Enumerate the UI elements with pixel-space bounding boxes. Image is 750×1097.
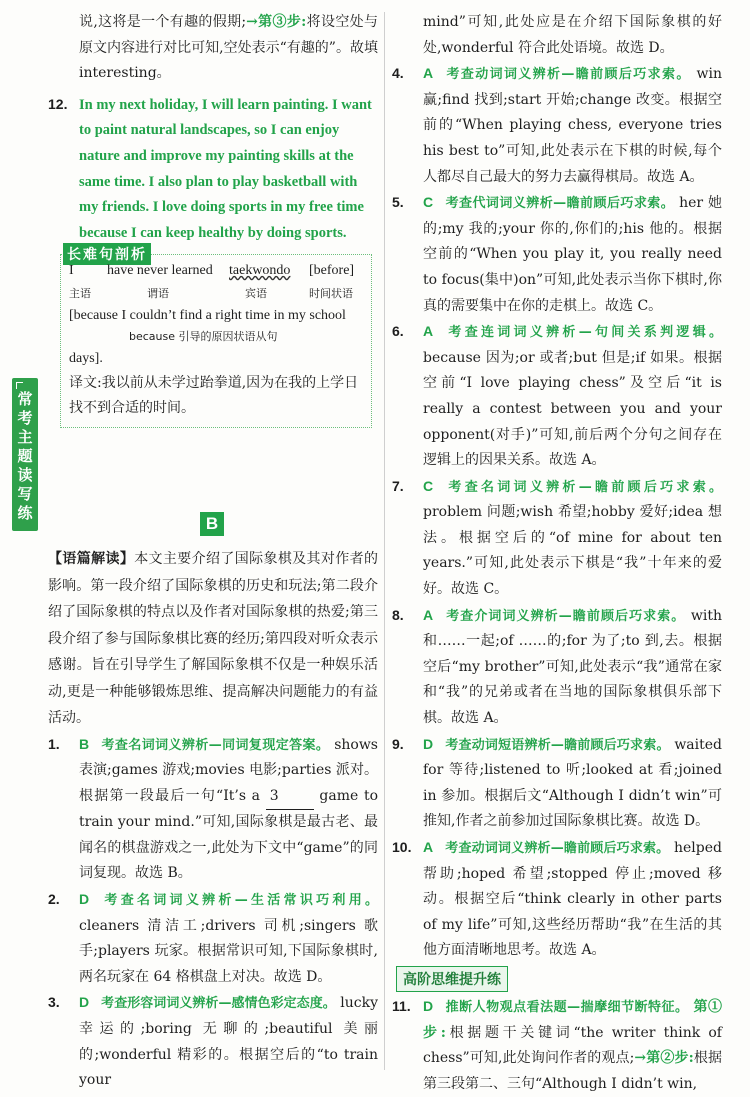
right-column <box>392 10 722 1097</box>
section-tag-advanced: 高阶思维提升练 <box>396 966 508 992</box>
side-tab-char: 考 <box>17 409 33 427</box>
question-10: 10. A 考查动词词义辨析—瞻前顾后巧求索。 helped 帮助;hoped 希望;stopped 停止;moved 移动。根据空后“think clearly in other parts of my life”可知,这些经历帮助“我”在生活的其他方面清晰地思考。故选 A。 <box>392 839 722 959</box>
q3-continuation: mind”可知,此处应是在介绍下国际象棋的好处,wonderful 符合此处语境。故选 D。 <box>423 14 722 56</box>
left-column-lower <box>48 546 378 1094</box>
side-tab-char: 主 <box>17 428 33 446</box>
side-tab <box>12 378 38 531</box>
sentence-parts: I have never learned taekwondo [before] <box>69 263 355 279</box>
question-8: 8. A 考查介词词义辨析—瞻前顾后巧求索。 with 和……一起;of ……的;for 为了;to 到,去。根据空后“my brother”可知,此处表示“我”通常在家和“我”的兄弟或者在当地的国际象棋俱乐部下棋。故选 A。 <box>392 606 722 727</box>
side-tab-char: 题 <box>17 447 33 465</box>
side-tab-char: 常 <box>17 390 33 408</box>
side-tab-char: 读 <box>17 466 33 484</box>
question-11: 11. D 推断人物观点看法题—揣摩细节断特征。 第①步:根据题干关键词“the writer think of chess”可知,此处询问作者的观点;→第②步:根据第三段第二、三句“Although I didn’t win, <box>392 997 722 1092</box>
question-2: 2. D 考查名词词义辨析—生活常识巧利用。 cleaners 清洁工;drivers 司机;singers 歌手;players 玩家。根据常识可知,下国际象棋时,两名玩家在 64 格棋盘上对决。故选 D。 <box>48 891 378 985</box>
question-1: 1. B 考查名词词义辨析—同词复现定答案。 shows 表演;games 游戏;movies 电影;parties 派对。根据第一段最后一句“It’s a 3 game to train your mind.”可知,国际象棋是最古老、最闻名的棋盘游戏之一,此处为下文中“game”的同词复现。故选 B。 <box>48 735 379 882</box>
question-6: 6. A 考查连词词义辨析—句间关系判逻辑。 because 因为;or 或者;but 但是;if 如果。根据空前“I love playing chess”及空后“it is really a contest between you and your opponent(对手)”可知,前后两个分句之间存在逻辑上的因果关系。故选 A。 <box>392 323 722 469</box>
clause: [because I couldn’t find a right time in my school <box>69 308 346 324</box>
clause-note: because 引导的原因状语从句 <box>129 330 278 344</box>
question-7: 7. C 考查名词词义辨析—瞻前顾后巧求索。 problem 问题;wish 希望;hobby 爱好;idea 想法。根据空后的“of mine for about ten years.”可知,此处表示下棋是“我”十年来的爱好。故选 C。 <box>392 477 722 598</box>
passage-summary: 【语篇解读】本文主要介绍了国际象棋及其对作者的影响。第一段介绍了国际象棋的历史和玩法;第二段介绍了国际象棋的特点以及作者对国际象棋的热爱;第三段介绍了参与国际象棋比赛的经历;第四段对听众表示感谢。旨在引导学生了解国际象棋不仅是一种娱乐活动,更是一种能够锻炼思维、提高解决问题能力的有益活动。 <box>48 551 379 726</box>
question-4: 4. A 考查动词词义辨析—瞻前顾后巧求索。 win 赢;find 找到;start 开始;change 改变。根据空前的“When playing chess, everyone tries his best to”可知,此处表示在下棋的时候,每个人都尽自己最大的努力去赢得棋局。故选 A。 <box>392 65 722 185</box>
clause-end: days]. <box>69 351 103 367</box>
left-column <box>48 10 378 428</box>
sentence-part-labels: 主语 谓语 宾语 时间状语 <box>69 287 353 301</box>
long-sentence-title: 长难句剖析 <box>63 243 151 265</box>
passage-b-badge: B <box>200 512 224 536</box>
intro-paragraph: 说,这将是一个有趣的假期;→第③步:将设空处与原文内容进行对比可知,空处表示“有趣的”。故填 interesting。 <box>79 14 378 82</box>
question-5: 5. C 考查代词词义辨析—瞻前顾后巧求索。 her 她的;my 我的;your 你的,你们的;his 他的。根据空前的“When you play it, you really need to focus(集中)on”可知,此处表示当你下棋时,你真的需要集中在你的走棋上。故选 C。 <box>392 194 722 314</box>
side-tab-char: 练 <box>17 504 33 522</box>
question-12: 12. In my next holiday, I will learn painting. I want to paint natural landscapes, so I can enjoy nature and improve my painting skills at the same time. I also plan to play basketball with my friends. I love doing sports in my free time because I can keep healthy by doing sports. <box>48 95 372 241</box>
side-tab-char: 写 <box>17 485 33 503</box>
translation: 译文:我以前从未学过跆拳道,因为在我的上学日找不到合适的时间。 <box>69 375 359 417</box>
q12-answer-text: In my next holiday, I will learn painting. I want to paint natural landscapes, so I can enjoy nature and improve my painting skills at the same time. I also plan to play basketball with my friends. I love doing sports in my free time because I can keep healthy by doing sports. <box>79 96 372 241</box>
question-9: 9. D 考查动词短语辨析—瞻前顾后巧求索。 waited for 等待;listened to 听;looked at 看;joined in 参加。根据后文“Although I didn’t win”可推知,作者之前参加过国际象棋比赛。故选 D。 <box>392 735 722 830</box>
long-sentence-box <box>60 247 372 428</box>
question-3: 3. D 考查形容词词义辨析—感情色彩定态度。 lucky 幸运的;boring 无聊的;beautiful 美丽的;wonderful 精彩的。根据空后的“to train your <box>48 994 378 1089</box>
column-divider <box>384 12 385 1070</box>
